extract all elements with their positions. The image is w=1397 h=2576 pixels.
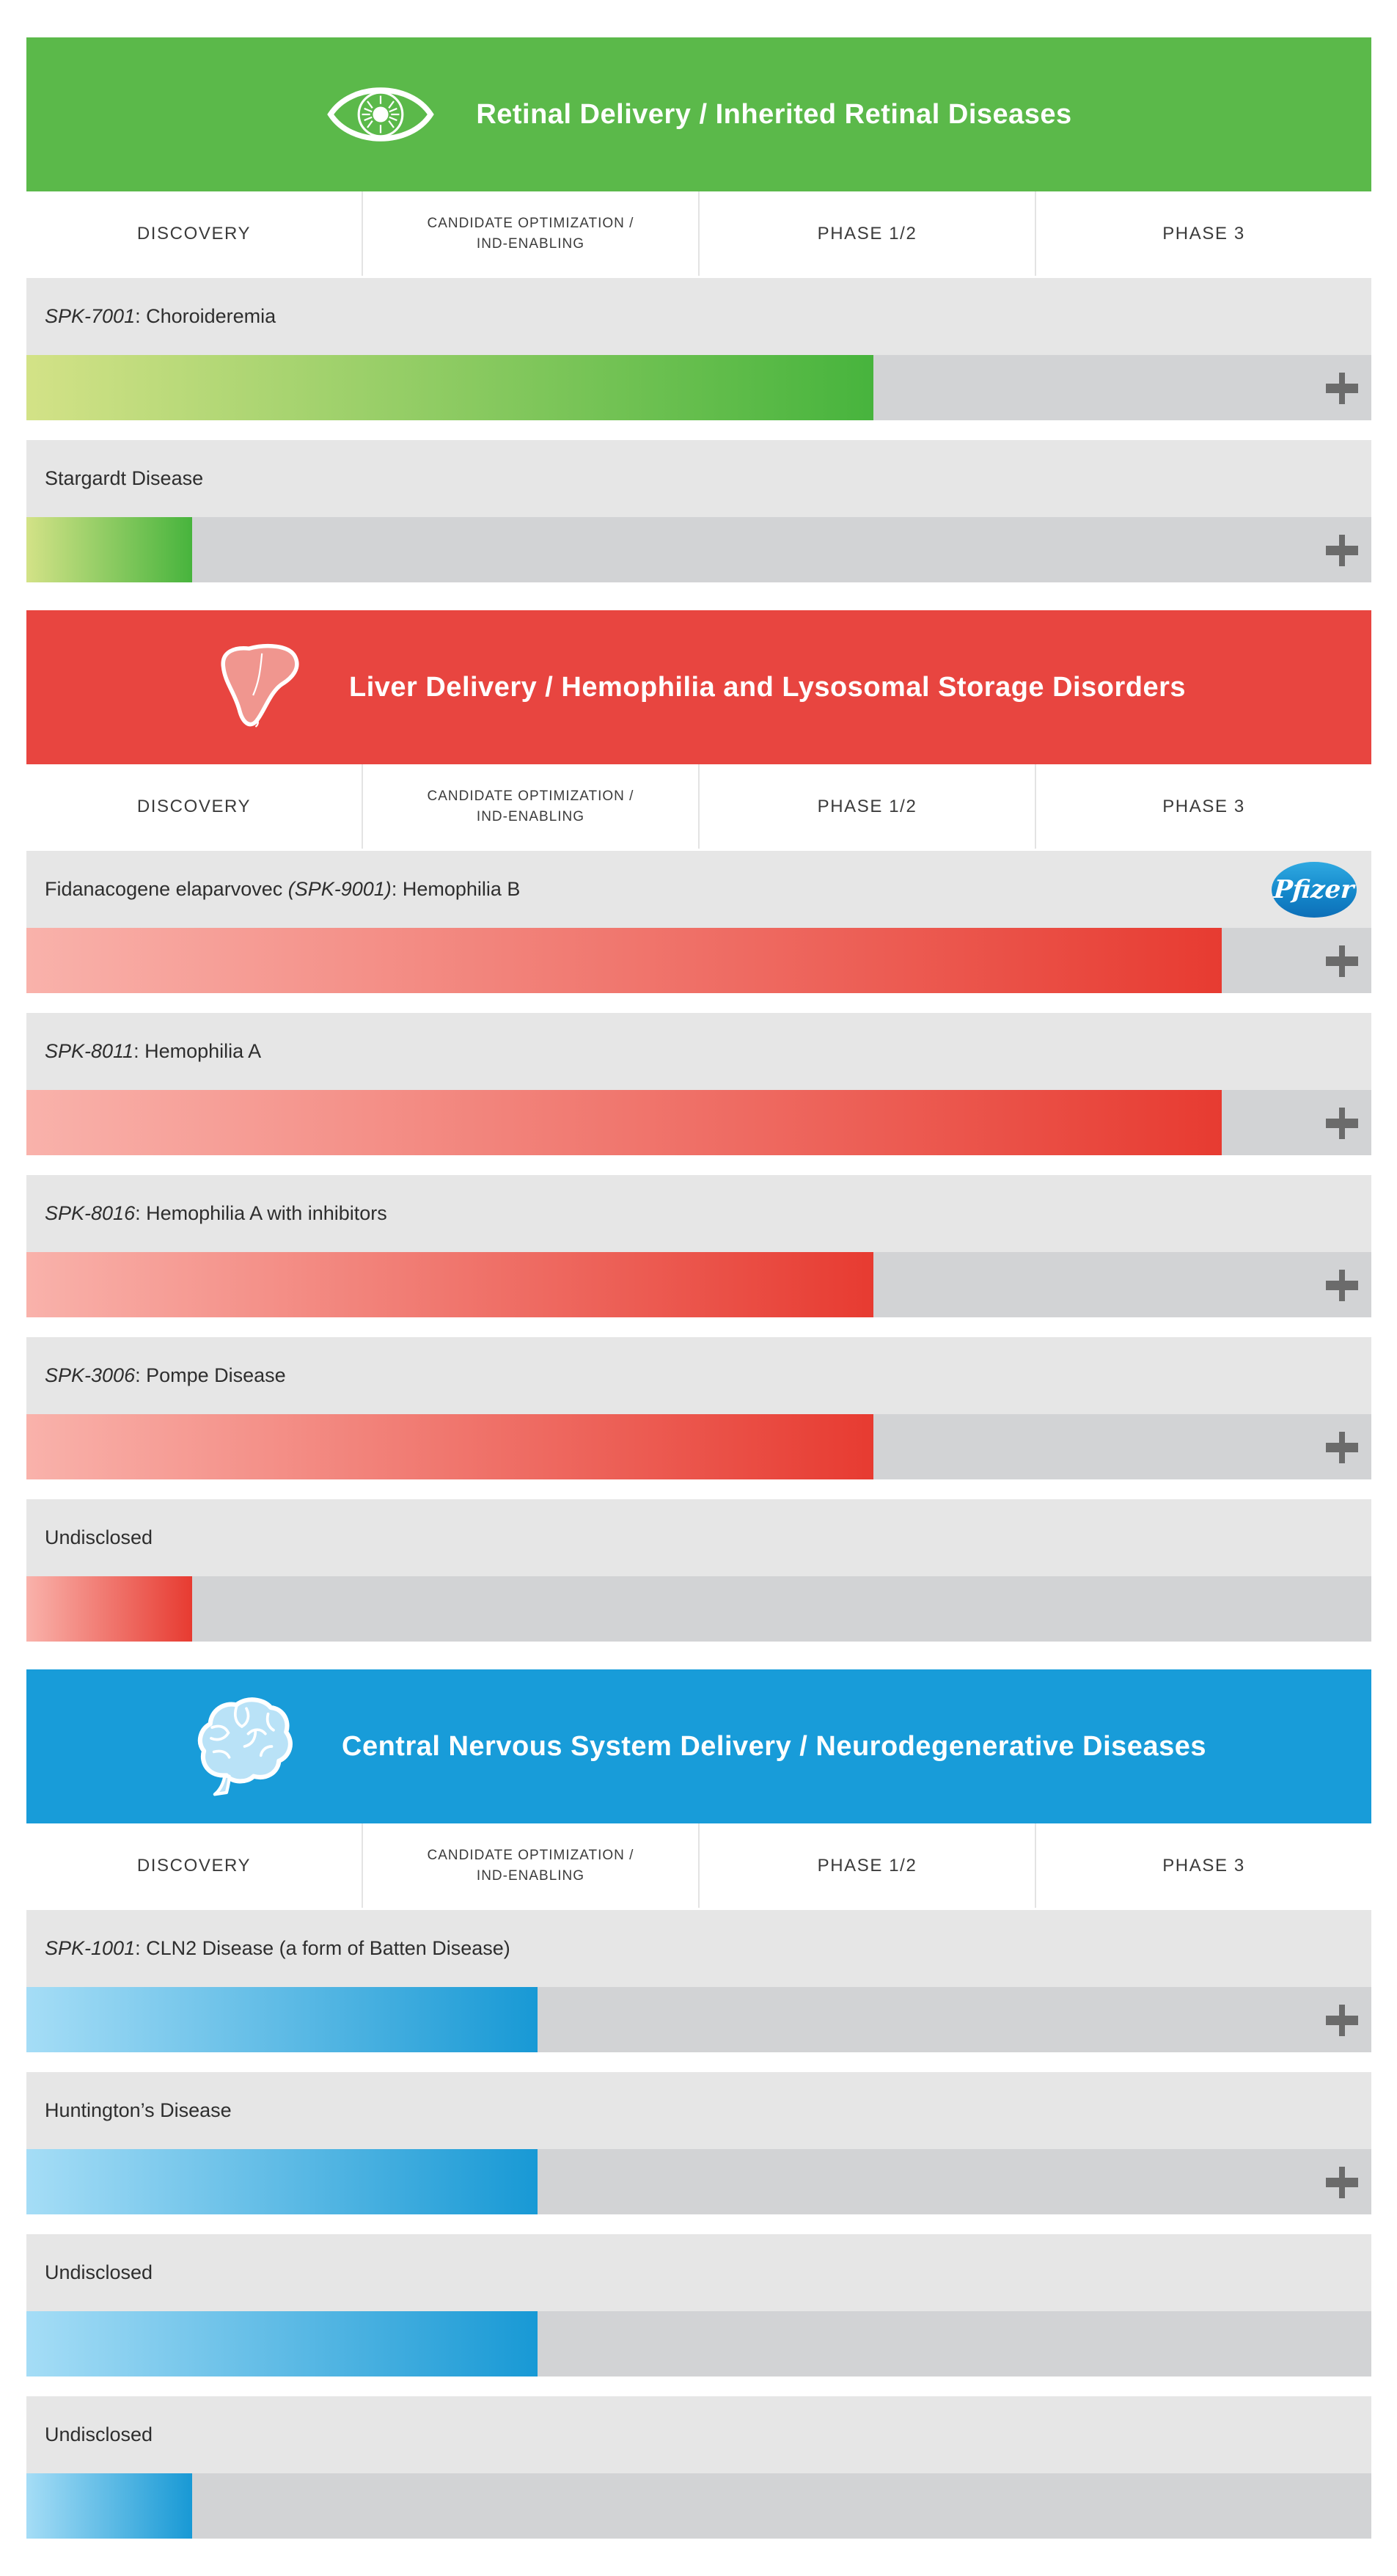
program-label — [26, 278, 1371, 355]
program-row-spk-1001 — [26, 1910, 1371, 2052]
stage-phase-3 — [1035, 191, 1371, 276]
section-cns — [26, 1669, 1371, 2539]
program-label — [26, 1175, 1371, 1252]
progress-track — [26, 1414, 1371, 1479]
program-label-text: Fidanacogene elaparvovec — [45, 878, 288, 900]
stage-phase-1-2 — [698, 1823, 1035, 1908]
program-row-spk-9001 — [26, 851, 1371, 993]
stage-candidate-optimization — [362, 191, 698, 276]
program-label — [26, 2234, 1371, 2311]
progress-bar — [26, 928, 1222, 993]
program-label — [26, 851, 1371, 928]
stage-sublabel: IND-ENABLING — [476, 1867, 585, 1884]
progress-bar — [26, 355, 873, 420]
program-row-cns-undisclosed-2 — [26, 2396, 1371, 2539]
program-row-stargardt — [26, 440, 1371, 582]
progress-bar — [26, 1414, 873, 1479]
program-code: SPK-8016 — [45, 1202, 136, 1224]
stage-discovery — [26, 191, 362, 276]
stage-label: PHASE 3 — [1162, 1855, 1245, 1876]
program-label-text: : Hemophilia B — [391, 878, 521, 900]
progress-track — [26, 928, 1371, 993]
pfizer-logo-text: Pfizer — [1273, 874, 1355, 904]
progress-track — [26, 2311, 1371, 2376]
program-label-text: Undisclosed — [45, 2423, 153, 2445]
program-code: (SPK-9001) — [287, 878, 392, 900]
progress-track — [26, 1987, 1371, 2052]
liver-icon — [212, 640, 309, 734]
expand-plus-icon[interactable] — [1324, 1105, 1360, 1141]
program-label-text: : Pompe Disease — [135, 1364, 286, 1386]
stage-label: PHASE 1/2 — [817, 1855, 917, 1876]
program-label-text: : Choroideremia — [135, 305, 276, 327]
program-code: SPK-8011 — [45, 1040, 134, 1062]
expand-plus-icon[interactable] — [1324, 943, 1360, 978]
program-label-text: : CLN2 Disease (a form of Batten Disease) — [135, 1937, 510, 1959]
program-row-spk-3006 — [26, 1337, 1371, 1479]
program-label-text: Huntington’s Disease — [45, 2099, 232, 2121]
program-label — [26, 1499, 1371, 1576]
brain-icon — [191, 1696, 301, 1797]
section-liver — [26, 610, 1371, 1642]
expand-plus-icon[interactable] — [1324, 2002, 1360, 2038]
progress-track — [26, 1252, 1371, 1317]
program-row-huntingtons — [26, 2072, 1371, 2214]
program-label — [26, 1337, 1371, 1414]
program-row-spk-7001 — [26, 278, 1371, 420]
program-label-text: Undisclosed — [45, 2261, 153, 2283]
program-row-liver-undisclosed — [26, 1499, 1371, 1642]
program-label-text: : Hemophilia A — [133, 1040, 262, 1062]
progress-bar — [26, 1252, 873, 1317]
expand-plus-icon[interactable] — [1324, 1267, 1360, 1303]
progress-bar — [26, 1576, 192, 1642]
section-retinal — [26, 37, 1371, 582]
stage-label: DISCOVERY — [136, 223, 252, 244]
progress-track — [26, 517, 1371, 582]
stage-header-row — [26, 1823, 1371, 1908]
progress-bar — [26, 2473, 192, 2539]
stage-sublabel: IND-ENABLING — [476, 808, 585, 824]
pfizer-logo — [1272, 862, 1357, 918]
stage-label: PHASE 3 — [1162, 796, 1245, 816]
expand-plus-icon[interactable] — [1324, 2165, 1360, 2200]
progress-bar — [26, 2149, 538, 2214]
stage-label: CANDIDATE OPTIMIZATION / — [427, 215, 634, 231]
stage-phase-1-2 — [698, 764, 1035, 849]
program-label-text: : Hemophilia A with inhibitors — [135, 1202, 387, 1224]
liver-section-header — [26, 610, 1371, 764]
stage-candidate-optimization — [362, 764, 698, 849]
retinal-section-header — [26, 37, 1371, 191]
pipeline-chart — [26, 37, 1371, 2539]
stage-label: PHASE 1/2 — [817, 796, 917, 816]
program-row-cns-undisclosed-1 — [26, 2234, 1371, 2376]
expand-plus-icon[interactable] — [1324, 370, 1360, 406]
expand-plus-icon[interactable] — [1324, 533, 1360, 568]
program-row-spk-8016 — [26, 1175, 1371, 1317]
stage-header-row — [26, 191, 1371, 276]
progress-track — [26, 2473, 1371, 2539]
cns-section-header — [26, 1669, 1371, 1823]
stage-discovery — [26, 1823, 362, 1908]
stage-label: DISCOVERY — [136, 796, 252, 816]
program-label-text: Stargardt Disease — [45, 467, 204, 489]
expand-plus-icon[interactable] — [1324, 1430, 1360, 1465]
progress-track — [26, 1090, 1371, 1155]
stage-sublabel: IND-ENABLING — [476, 235, 585, 252]
program-label-text: Undisclosed — [45, 1526, 153, 1548]
stage-candidate-optimization — [362, 1823, 698, 1908]
program-label — [26, 2072, 1371, 2149]
eye-icon — [326, 71, 436, 158]
stage-phase-3 — [1035, 764, 1371, 849]
stage-label: DISCOVERY — [136, 1855, 252, 1876]
program-label — [26, 440, 1371, 517]
progress-bar — [26, 1987, 538, 2052]
program-row-spk-8011 — [26, 1013, 1371, 1155]
program-code: SPK-1001 — [45, 1937, 136, 1959]
section-title: Central Nervous System Delivery / Neurodegenerative Diseases — [342, 1730, 1206, 1762]
program-label — [26, 2396, 1371, 2473]
progress-bar — [26, 1090, 1222, 1155]
stage-header-row — [26, 764, 1371, 849]
program-label — [26, 1013, 1371, 1090]
section-title: Retinal Delivery / Inherited Retinal Diseases — [476, 98, 1072, 130]
program-label — [26, 1910, 1371, 1987]
progress-bar — [26, 2311, 538, 2376]
stage-label: CANDIDATE OPTIMIZATION / — [427, 1847, 634, 1863]
section-title: Liver Delivery / Hemophilia and Lysosomal Storage Disorders — [348, 671, 1187, 703]
progress-track — [26, 2149, 1371, 2214]
stage-phase-3 — [1035, 1823, 1371, 1908]
stage-phase-1-2 — [698, 191, 1035, 276]
progress-bar — [26, 517, 192, 582]
stage-label: PHASE 1/2 — [817, 223, 917, 244]
stage-discovery — [26, 764, 362, 849]
progress-track — [26, 1576, 1371, 1642]
stage-label: PHASE 3 — [1162, 223, 1245, 244]
program-code: SPK-7001 — [45, 305, 136, 327]
program-code: SPK-3006 — [45, 1364, 136, 1386]
progress-track — [26, 355, 1371, 420]
stage-label: CANDIDATE OPTIMIZATION / — [427, 788, 634, 804]
